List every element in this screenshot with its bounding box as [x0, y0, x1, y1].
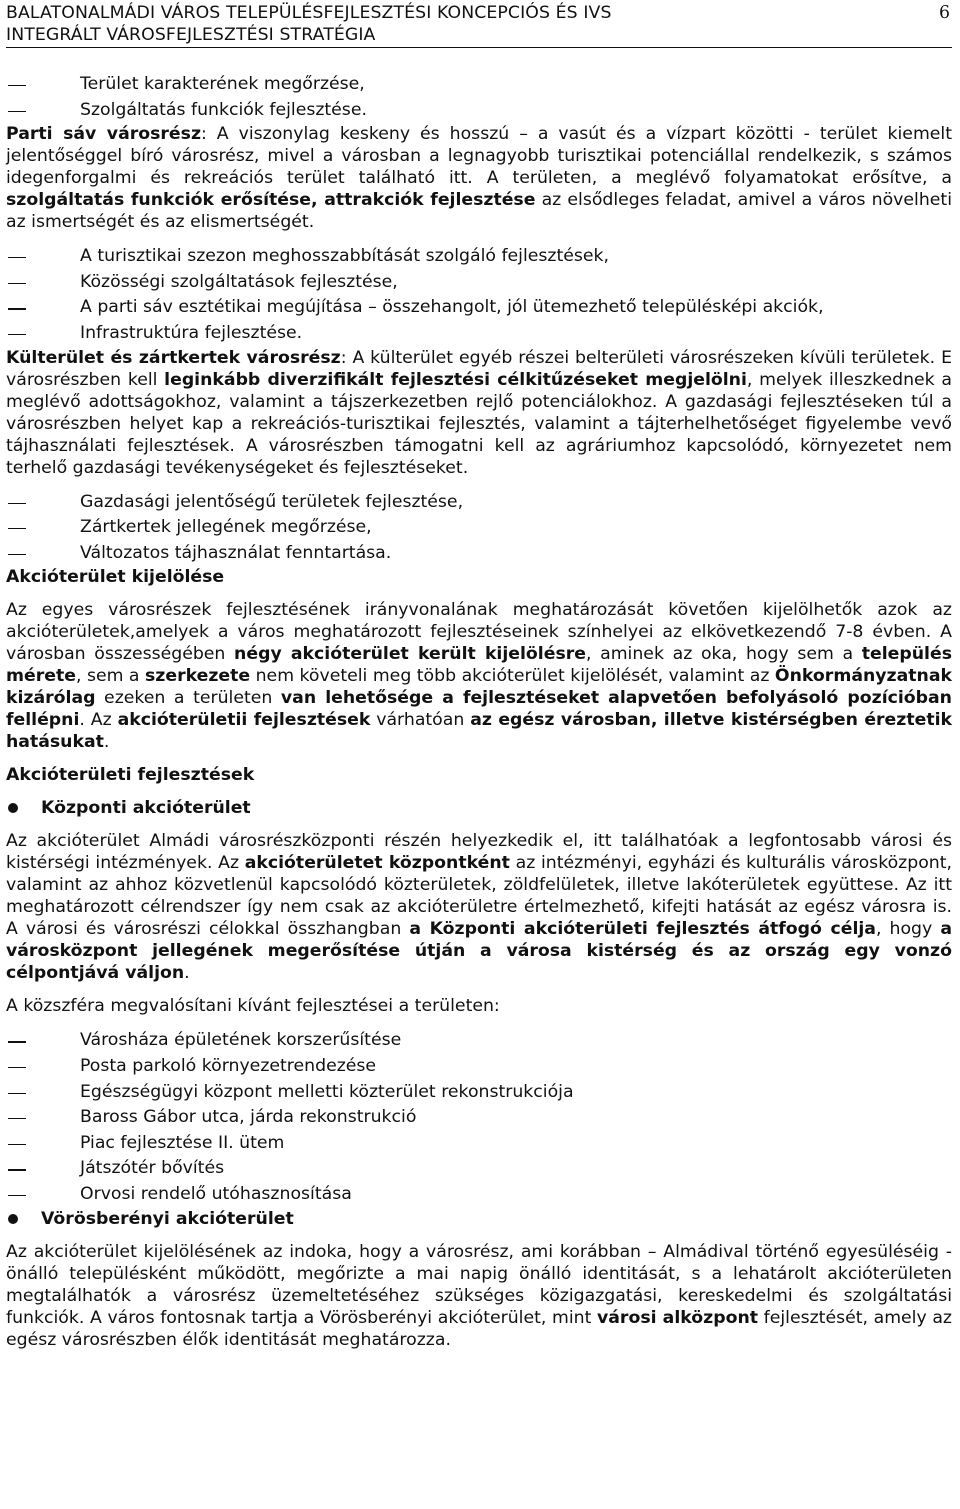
paragraph-kijelolese — [6, 599, 952, 753]
paragraph-parti-sav — [6, 123, 952, 233]
text: . Az — [79, 710, 118, 731]
text: . — [103, 732, 110, 753]
bold-text: szerkezete — [145, 666, 251, 687]
text: Az akcióterület Almádi városrészközponti részén helyezkedik el, itt találhatóak a legfontosabb városi és kistérségi intézmények. Az — [6, 831, 952, 874]
heading-akcioteruleti-fejlesztesek: Akcióterületi fejlesztések — [6, 765, 255, 786]
list-item: Egészségügyi központ melletti közterület rekonstrukciója — [6, 1080, 952, 1106]
list-item: A parti sáv esztétikai megújítása – összehangolt, jól ütemezhető településképi akciók, — [6, 295, 952, 321]
text: : A viszonylag keskeny és hosszú – a vasút és a vízpart közötti - terület kiemelt jelentőséggel bíró városrész, mivel a városban a legnagyobb turisztikai potenciállal rendelkezik, s számos idegenforgalmi és rekreációs terület található itt. A területen, a meglévő folyamatokat erősítve, a — [6, 124, 952, 189]
bullet-dot-icon — [8, 803, 18, 813]
bold-text: városi alközpont — [597, 1307, 759, 1328]
list-item: Változatos tájhasználat fenntartása. — [6, 541, 952, 567]
bold-text: akcióterületii fejlesztések — [117, 710, 371, 731]
bullet-label: Vörösberényi akcióterület — [41, 1208, 294, 1229]
bold-text: a Központi akcióterületi fejlesztés átfogó célja — [409, 919, 876, 940]
bullet-label: Központi akcióterület — [41, 798, 251, 819]
list-item: Orvosi rendelő utóhasznosítása — [6, 1182, 952, 1208]
text: , hogy — [875, 919, 941, 940]
list-item: A turisztikai szezon meghosszabbítását szolgáló fejlesztések, — [6, 244, 952, 270]
list-top — [6, 72, 952, 123]
text: , melyek illeszkednek a meglévő adottságokhoz, valamint a tájszerkezetben rejlő potenciálokhoz. A gazdasági fejlesztéseken túl a városrészben helyet kap a rekreációs-turisztikai fejlesztés, valamint a tájterhelhetőséget figyelembe vevő tájhasználati fejlesztések. A városrészben támogatni kell az agráriumhoz kapcsolódó, környezetet nem terhelő gazdasági tevékenységeket és fejlesztéseket. — [6, 369, 952, 478]
paragraph-kulterulet — [6, 347, 952, 479]
bold-text: az egész városban, illetve kistérségben éreztetik hatásukat — [6, 710, 952, 753]
bold-text: Önkormányzatnak kizárólag — [6, 666, 952, 709]
text: az intézményi, egyházi és kulturális városközpont, valamint az ahhoz közvetlenül kapcsolódó közterületek, zöldfelületek, illetve lakóterületek együttese. Az itt meghatározott célrendszer így nem csak az akcióterületre értelmezhető, kifejti hatását az egész városra is. A városi és városrészi célokkal összhangban — [6, 853, 952, 940]
text: . — [184, 963, 190, 984]
page-number: 6 — [939, 3, 950, 23]
list-item: Gazdasági jelentőségű területek fejlesztése, — [6, 490, 952, 516]
text: az elsődleges feladat, amivel a város növelheti az ismertségét és az elismertségét. — [6, 190, 952, 233]
bullet-dot-icon — [8, 1214, 18, 1224]
page-header — [6, 0, 952, 48]
bullet-kozponti-akcioterulet — [6, 797, 952, 819]
text: , aminek az oka, hogy sem a — [585, 644, 862, 665]
list-kozszfera — [6, 1028, 952, 1207]
text: nem követeli meg több akcióterület kijelölését, valamint az — [250, 666, 775, 687]
text: , sem a — [75, 666, 145, 687]
header-title-line1: BALATONALMÁDI VÁROS TELEPÜLÉSFEJLESZTÉSI KONCEPCIÓS ÉS IVS — [6, 3, 612, 23]
list-item: Posta parkoló környezetrendezése — [6, 1054, 952, 1080]
text: Az akcióterület kijelölésének az indoka, hogy a városrész, ami korábban – Almádival történő egyesüléséig - önálló településként működött, megőrizte a mai napig önálló identitását, s a lehatárolt akcióterületen megtalálhatók a városrész üzemeltetéséhez szükséges közigazgatási, kereskedelmi és szolgáltatási funkciók. A város fontosnak tartja a Vörösberényi akcióterület, mint — [6, 1241, 952, 1328]
bold-text: leginkább diverzifikált fejlesztési célkitűzéseket megjelölni — [164, 369, 747, 390]
bold-text: négy akcióterület került kijelölésre — [234, 644, 586, 665]
bold-text: a városközpont jellegének megerősítése útján a városa kistérség és az ország egy vonzó célpontjává váljon — [6, 919, 952, 984]
list-parti-sav — [6, 244, 952, 346]
list-item: Infrastruktúra fejlesztése. — [6, 321, 952, 347]
bold-text: van lehetősége a fejlesztéseket alapvetően befolyásoló pozícióban fellépni — [6, 688, 952, 731]
heading-akcioterulet-kijelolese: Akcióterület kijelölése — [6, 567, 225, 588]
text: ezeken a területen — [95, 688, 281, 709]
paragraph-vorosberenyi — [6, 1241, 952, 1351]
list-item: Közösségi szolgáltatások fejlesztése, — [6, 270, 952, 296]
paragraph-kozszfera-intro: A közszféra megvalósítani kívánt fejlesztései a területen: — [6, 996, 500, 1017]
bold-text: szolgáltatás funkciók erősítése, attrakciók fejlesztése — [6, 190, 536, 211]
text: fejlesztését, amely az egész városrészben élők identitását meghatározza. — [6, 1307, 952, 1350]
list-item: Játszótér bővítés — [6, 1156, 952, 1182]
bold-text: Parti sáv városrész — [6, 124, 201, 145]
list-item: Terület karakterének megőrzése, — [6, 72, 952, 98]
list-item: Városháza épületének korszerűsítése — [6, 1028, 952, 1054]
header-title-line2: INTEGRÁLT VÁROSFEJLESZTÉSI STRATÉGIA — [6, 25, 376, 45]
list-item: Zártkertek jellegének megőrzése, — [6, 515, 952, 541]
bold-text: település mérete — [6, 644, 952, 687]
paragraph-kozponti — [6, 830, 952, 984]
bold-text: Külterület és zártkertek városrész — [6, 347, 341, 368]
list-kulterulet — [6, 490, 952, 567]
text: Az egyes városrészek fejlesztésének irányvonalának meghatározását követően kijelölhetők azok az akcióterületek,amelyek a város meghatározott fejlesztéseinek színhelyei az elkövetkezendő 7-8 évben. A városban összességében — [6, 600, 952, 665]
list-item: Baross Gábor utca, járda rekonstrukció — [6, 1105, 952, 1131]
list-item: Piac fejlesztése II. ütem — [6, 1131, 952, 1157]
list-item: Szolgáltatás funkciók fejlesztése. — [6, 98, 952, 124]
bold-text: akcióterületet központként — [244, 853, 510, 874]
text: : A külterület egyéb részei belterületi városrészeken kívüli területek. E városrészben kell — [6, 347, 952, 390]
text: várhatóan — [370, 710, 471, 731]
bullet-vorosberenyi-akcioterulet — [6, 1208, 952, 1230]
